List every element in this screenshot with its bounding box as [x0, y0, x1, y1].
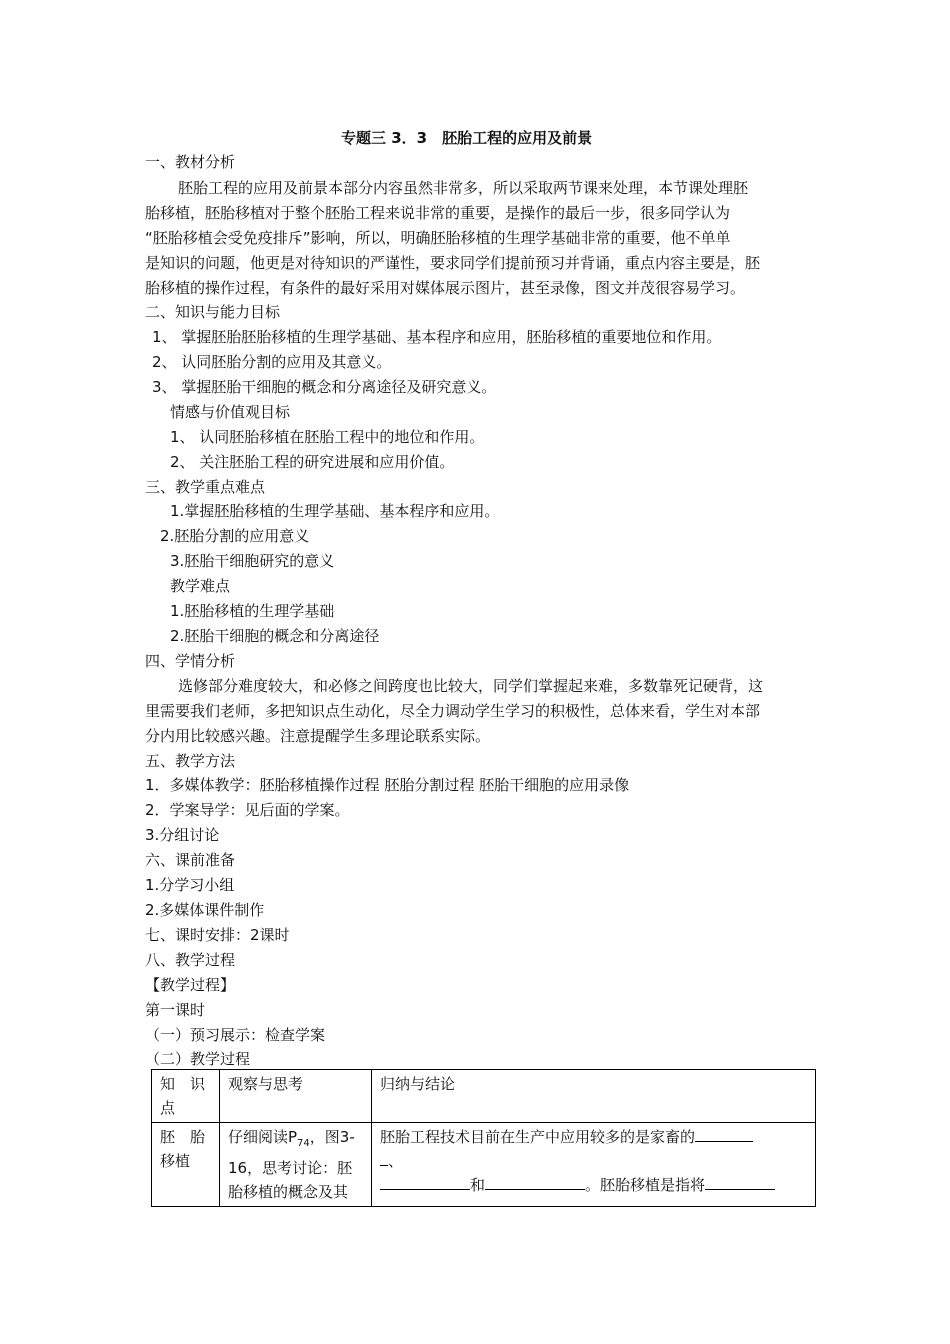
observe-text: ，图3-16，思考讨论：胚胎移植的概念及其	[228, 1128, 355, 1201]
page-subscript: 74	[297, 1138, 310, 1149]
section-heading-1: 一、教材分析	[145, 153, 236, 171]
list-item: 3、 掌握胚胎干细胞的概念和分离途径及研究意义。	[152, 378, 497, 396]
table-cell	[220, 1123, 372, 1207]
section-heading-3: 三、教学重点难点	[145, 478, 266, 496]
list-item: 2．学案导学：见后面的学案。	[145, 801, 350, 819]
bracket-heading: 【教学过程】	[145, 976, 236, 994]
row-knowledge-point: 胚 胎 移植	[160, 1128, 221, 1170]
conclusion-text: 和	[470, 1176, 486, 1194]
list-item: 2、 认同胚胎分割的应用及其意义。	[152, 353, 392, 371]
list-item: 1.胚胎移植的生理学基础	[170, 602, 335, 620]
paragraph-line: 胎移植，胚胎移植对于整个胚胎工程来说非常的重要，是操作的最后一步，很多同学认为	[145, 204, 731, 222]
header-conclusion: 归纳与结论	[380, 1075, 456, 1093]
table-header-row	[152, 1070, 816, 1123]
conclusion-text: 胚胎工程技术目前在生产中应用较多的是家畜的	[380, 1128, 696, 1146]
observe-text: 仔细阅读P	[228, 1128, 298, 1146]
lesson-label: 第一课时	[145, 1001, 206, 1019]
step-label: （一）预习展示：检查学案	[145, 1026, 326, 1044]
paragraph-line: 是知识的问题，他更是对待知识的严谨性，要求同学们提前预习并背诵，重点内容主要是，胚	[145, 254, 761, 272]
list-item: 1.分学习小组	[145, 876, 235, 894]
answer-blank[interactable]	[380, 1173, 470, 1190]
section-heading-6: 六、课前准备	[145, 851, 236, 869]
table-header-cell	[220, 1070, 372, 1123]
teaching-table	[151, 1069, 816, 1207]
section-heading-8: 八、教学过程	[145, 951, 236, 969]
list-item: 1.掌握胚胎移植的生理学基础、基本程序和应用。	[170, 502, 500, 520]
table-header-cell	[372, 1070, 816, 1123]
answer-blank[interactable]	[380, 1149, 388, 1166]
list-item: 1、 认同胚胎移植在胚胎工程中的地位和作用。	[170, 428, 485, 446]
list-item: 2.多媒体课件制作	[145, 901, 265, 919]
sub-heading: 教学难点	[170, 577, 231, 595]
sub-heading: 情感与价值观目标	[170, 403, 291, 421]
answer-blank[interactable]	[485, 1173, 585, 1190]
table-header-cell	[152, 1070, 220, 1123]
answer-blank[interactable]	[695, 1125, 753, 1142]
section-heading-2: 二、知识与能力目标	[145, 303, 281, 321]
header-knowledge-point: 知 识 点	[160, 1075, 221, 1117]
paragraph-line: 里需要我们老师，多把知识点生动化，尽全力调动学生学习的积极性，总体来看，学生对本部	[145, 702, 761, 720]
paragraph-line: “胚胎移植会受免疫排斥”影响，所以，明确胚胎移植的生理学基础非常的重要，他不单单	[145, 229, 731, 247]
header-observe: 观察与思考	[228, 1075, 304, 1093]
paragraph-line: 分内用比较感兴趣。注意提醒学生多理论联系实际。	[145, 727, 491, 745]
paragraph-line: 胚胎工程的应用及前景本部分内容虽然非常多，所以采取两节课来处理，本节课处理胚	[178, 179, 749, 197]
conclusion-text: 。胚胎移植是指将	[585, 1176, 706, 1194]
answer-blank[interactable]	[705, 1173, 775, 1190]
table-row	[152, 1123, 816, 1207]
list-item: 1．多媒体教学：胚胎移植操作过程 胚胎分割过程 胚胎干细胞的应用录像	[145, 776, 630, 794]
step-label: （二）教学过程	[145, 1050, 251, 1068]
paragraph-line: 选修部分难度较大，和必修之间跨度也比较大，同学们掌握起来难，多数靠死记硬背，这	[178, 677, 764, 695]
conclusion-text: 、	[388, 1152, 404, 1170]
table-cell	[152, 1123, 220, 1207]
table-cell	[372, 1123, 816, 1207]
section-heading-7: 七、课时安排：2课时	[145, 926, 290, 944]
page-title: 专题三 3．3 胚胎工程的应用及前景	[341, 129, 593, 147]
list-item: 2.胚胎干细胞的概念和分离途径	[170, 627, 380, 645]
list-item: 2.胚胎分割的应用意义	[160, 527, 310, 545]
list-item: 3.分组讨论	[145, 826, 220, 844]
list-item: 2、 关注胚胎工程的研究进展和应用价值。	[170, 453, 455, 471]
list-item: 1、 掌握胚胎胚胎移植的生理学基础、基本程序和应用，胚胎移植的重要地位和作用。	[152, 328, 722, 346]
section-heading-4: 四、学情分析	[145, 652, 236, 670]
list-item: 3.胚胎干细胞研究的意义	[170, 552, 335, 570]
paragraph-line: 胎移植的操作过程，有条件的最好采用对媒体展示图片，甚至录像，图文并茂很容易学习。	[145, 279, 746, 297]
section-heading-5: 五、教学方法	[145, 752, 236, 770]
